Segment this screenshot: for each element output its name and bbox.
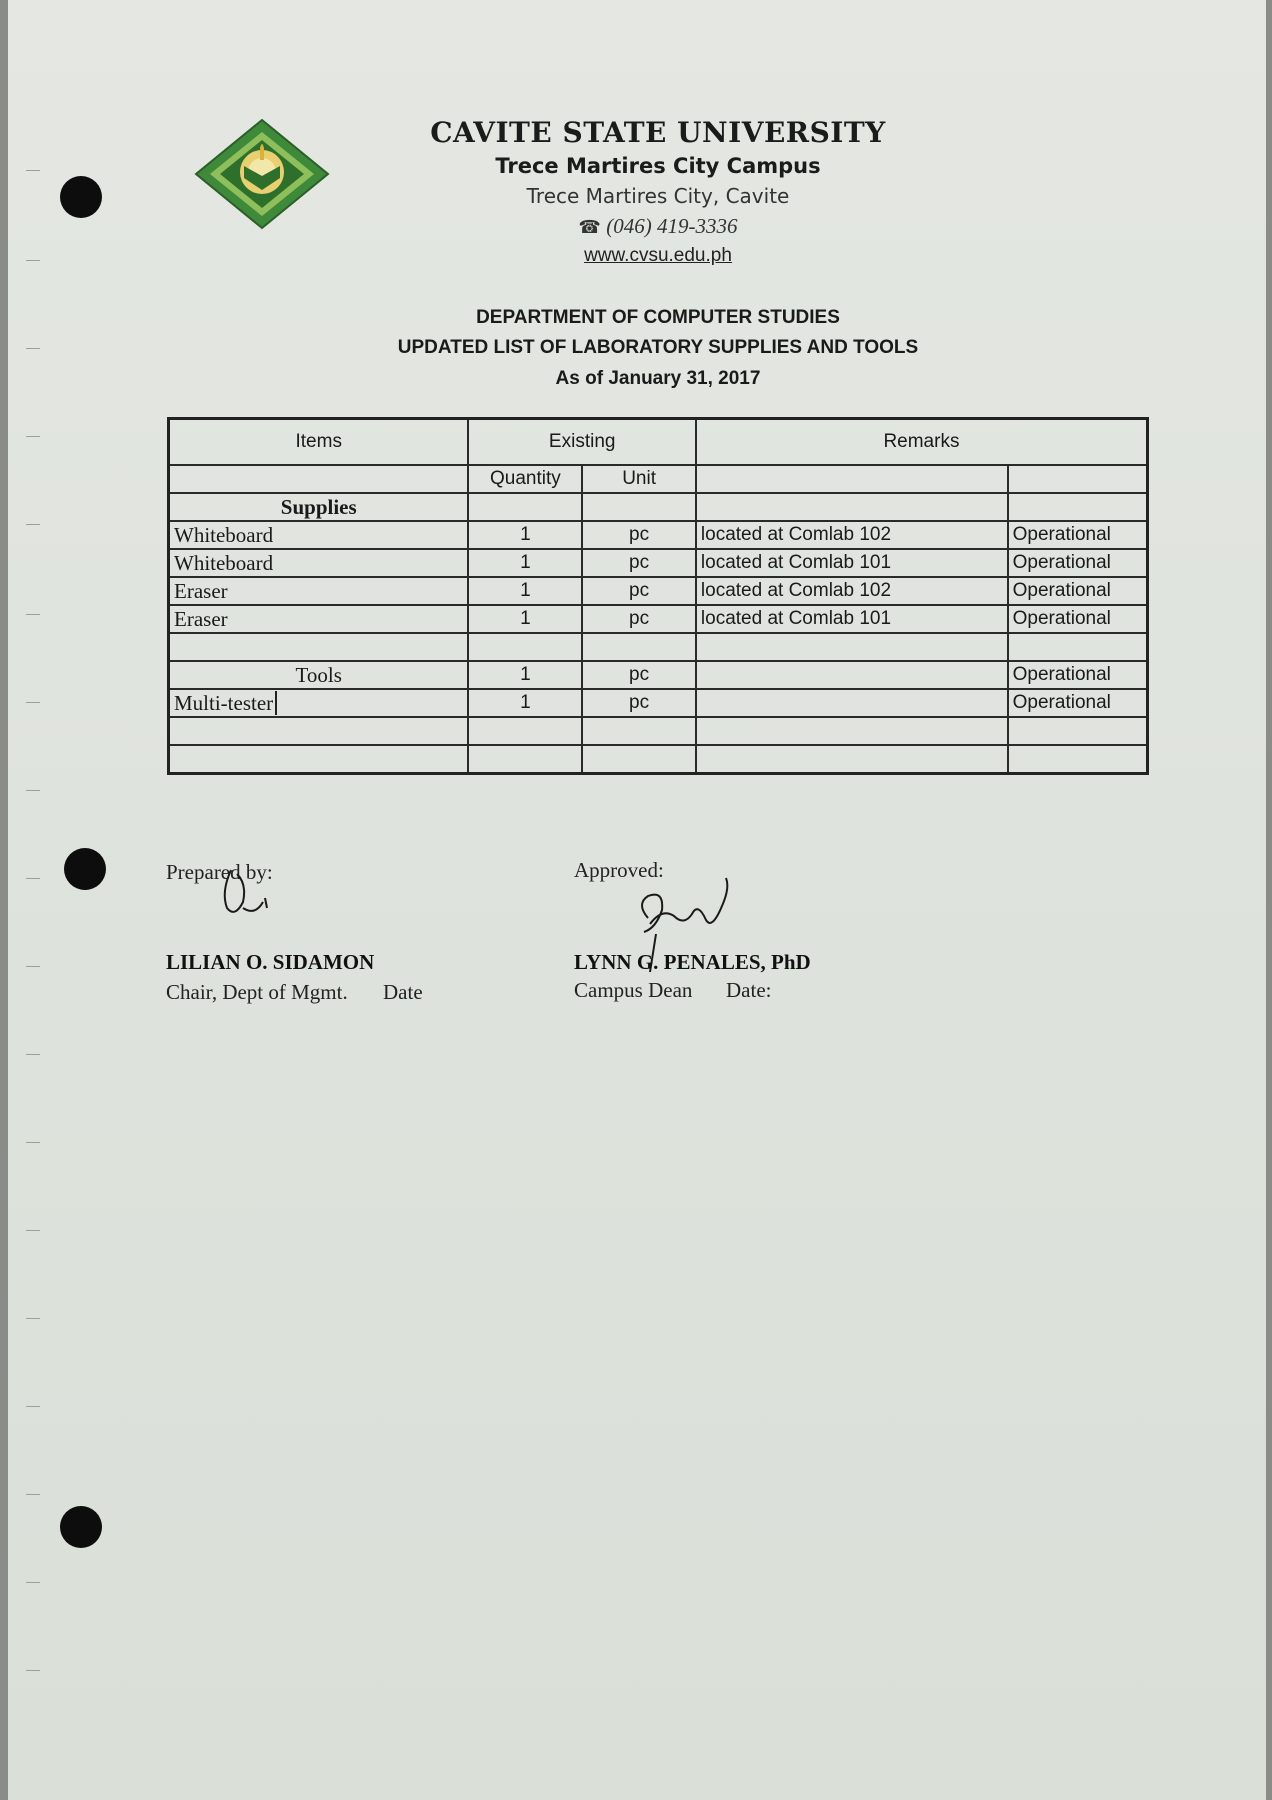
table-row: [169, 605, 1148, 633]
university-seal-logo: [194, 118, 330, 230]
item-location: located at Comlab 102: [696, 577, 1008, 605]
unit-header: Unit: [582, 465, 696, 493]
item-quantity: 1: [468, 549, 582, 577]
item-status: Operational: [1008, 577, 1148, 605]
item-name: Eraser: [169, 605, 469, 633]
item-name: Whiteboard: [169, 521, 469, 549]
phone-line: [348, 214, 968, 239]
list-title: UPDATED LIST OF LABORATORY SUPPLIES AND TOOLS: [397, 337, 919, 358]
item-location: located at Comlab 101: [696, 605, 1008, 633]
phone-number: (046) 419-3336: [606, 214, 738, 238]
items-header: Items: [169, 419, 469, 466]
punch-hole: [60, 176, 102, 218]
university-name: CAVITE STATE UNIVERSITY: [430, 116, 886, 149]
table-subheader-row: [169, 465, 1148, 493]
approved-label: Approved:: [574, 858, 664, 882]
item-status: Operational: [1008, 549, 1148, 577]
existing-header: Existing: [468, 419, 695, 466]
section-row-tools: [169, 661, 1148, 689]
punch-hole: [60, 1506, 102, 1548]
campus-address: Trece Martires City, Cavite: [526, 184, 790, 208]
item-status: Operational: [1008, 689, 1148, 717]
item-location: [696, 689, 1008, 717]
approved-date-label: Date:: [726, 978, 772, 1002]
tools-section-label: Tools: [169, 661, 469, 689]
punch-hole: [64, 848, 106, 890]
section-row-supplies: [169, 493, 1148, 521]
item-status: Operational: [1008, 661, 1148, 689]
item-quantity: 1: [468, 689, 582, 717]
approved-by-name: LYNN G. PENALES, PhD: [574, 950, 811, 974]
table-row: [169, 549, 1148, 577]
empty-row: [169, 633, 1148, 661]
empty-row: [169, 745, 1148, 774]
item-quantity: 1: [468, 661, 582, 689]
campus-name: Trece Martires City Campus: [495, 154, 821, 178]
item-unit: pc: [582, 549, 696, 577]
item-unit: pc: [582, 661, 696, 689]
item-name: Multi-tester: [169, 689, 469, 717]
prepared-by-label: Prepared by:: [166, 860, 273, 884]
prepared-date-label: Date: [383, 980, 423, 1004]
inventory-table: [167, 417, 1149, 775]
signature-prepared: [213, 862, 283, 922]
item-quantity: 1: [468, 605, 582, 633]
item-location: located at Comlab 102: [696, 521, 1008, 549]
remarks-header: Remarks: [696, 419, 1148, 466]
as-of-date: As of January 31, 2017: [555, 368, 761, 389]
item-status: Operational: [1008, 521, 1148, 549]
telephone-icon: ☎: [578, 217, 601, 238]
item-name: Whiteboard: [169, 549, 469, 577]
department-title: DEPARTMENT OF COMPUTER STUDIES: [476, 307, 840, 328]
approved-by-role: Campus Dean: [574, 978, 693, 1002]
supplies-section-label: Supplies: [169, 493, 469, 521]
empty-row: [169, 717, 1148, 745]
table-row: [169, 521, 1148, 549]
item-quantity: 1: [468, 577, 582, 605]
item-name: Eraser: [169, 577, 469, 605]
prepared-by-name: LILIAN O. SIDAMON: [166, 950, 375, 974]
item-quantity: 1: [468, 521, 582, 549]
item-status: Operational: [1008, 605, 1148, 633]
table-row: [169, 689, 1148, 717]
table-row: [169, 577, 1148, 605]
table-header-row: [169, 419, 1148, 466]
prepared-by-role: Chair, Dept of Mgmt.: [166, 980, 348, 1004]
document-page: [8, 0, 1266, 1800]
quantity-header: Quantity: [468, 465, 582, 493]
website-link[interactable]: www.cvsu.edu.ph: [584, 245, 732, 266]
item-unit: pc: [582, 521, 696, 549]
item-location: located at Comlab 101: [696, 549, 1008, 577]
item-unit: pc: [582, 605, 696, 633]
item-unit: pc: [582, 689, 696, 717]
item-unit: pc: [582, 577, 696, 605]
